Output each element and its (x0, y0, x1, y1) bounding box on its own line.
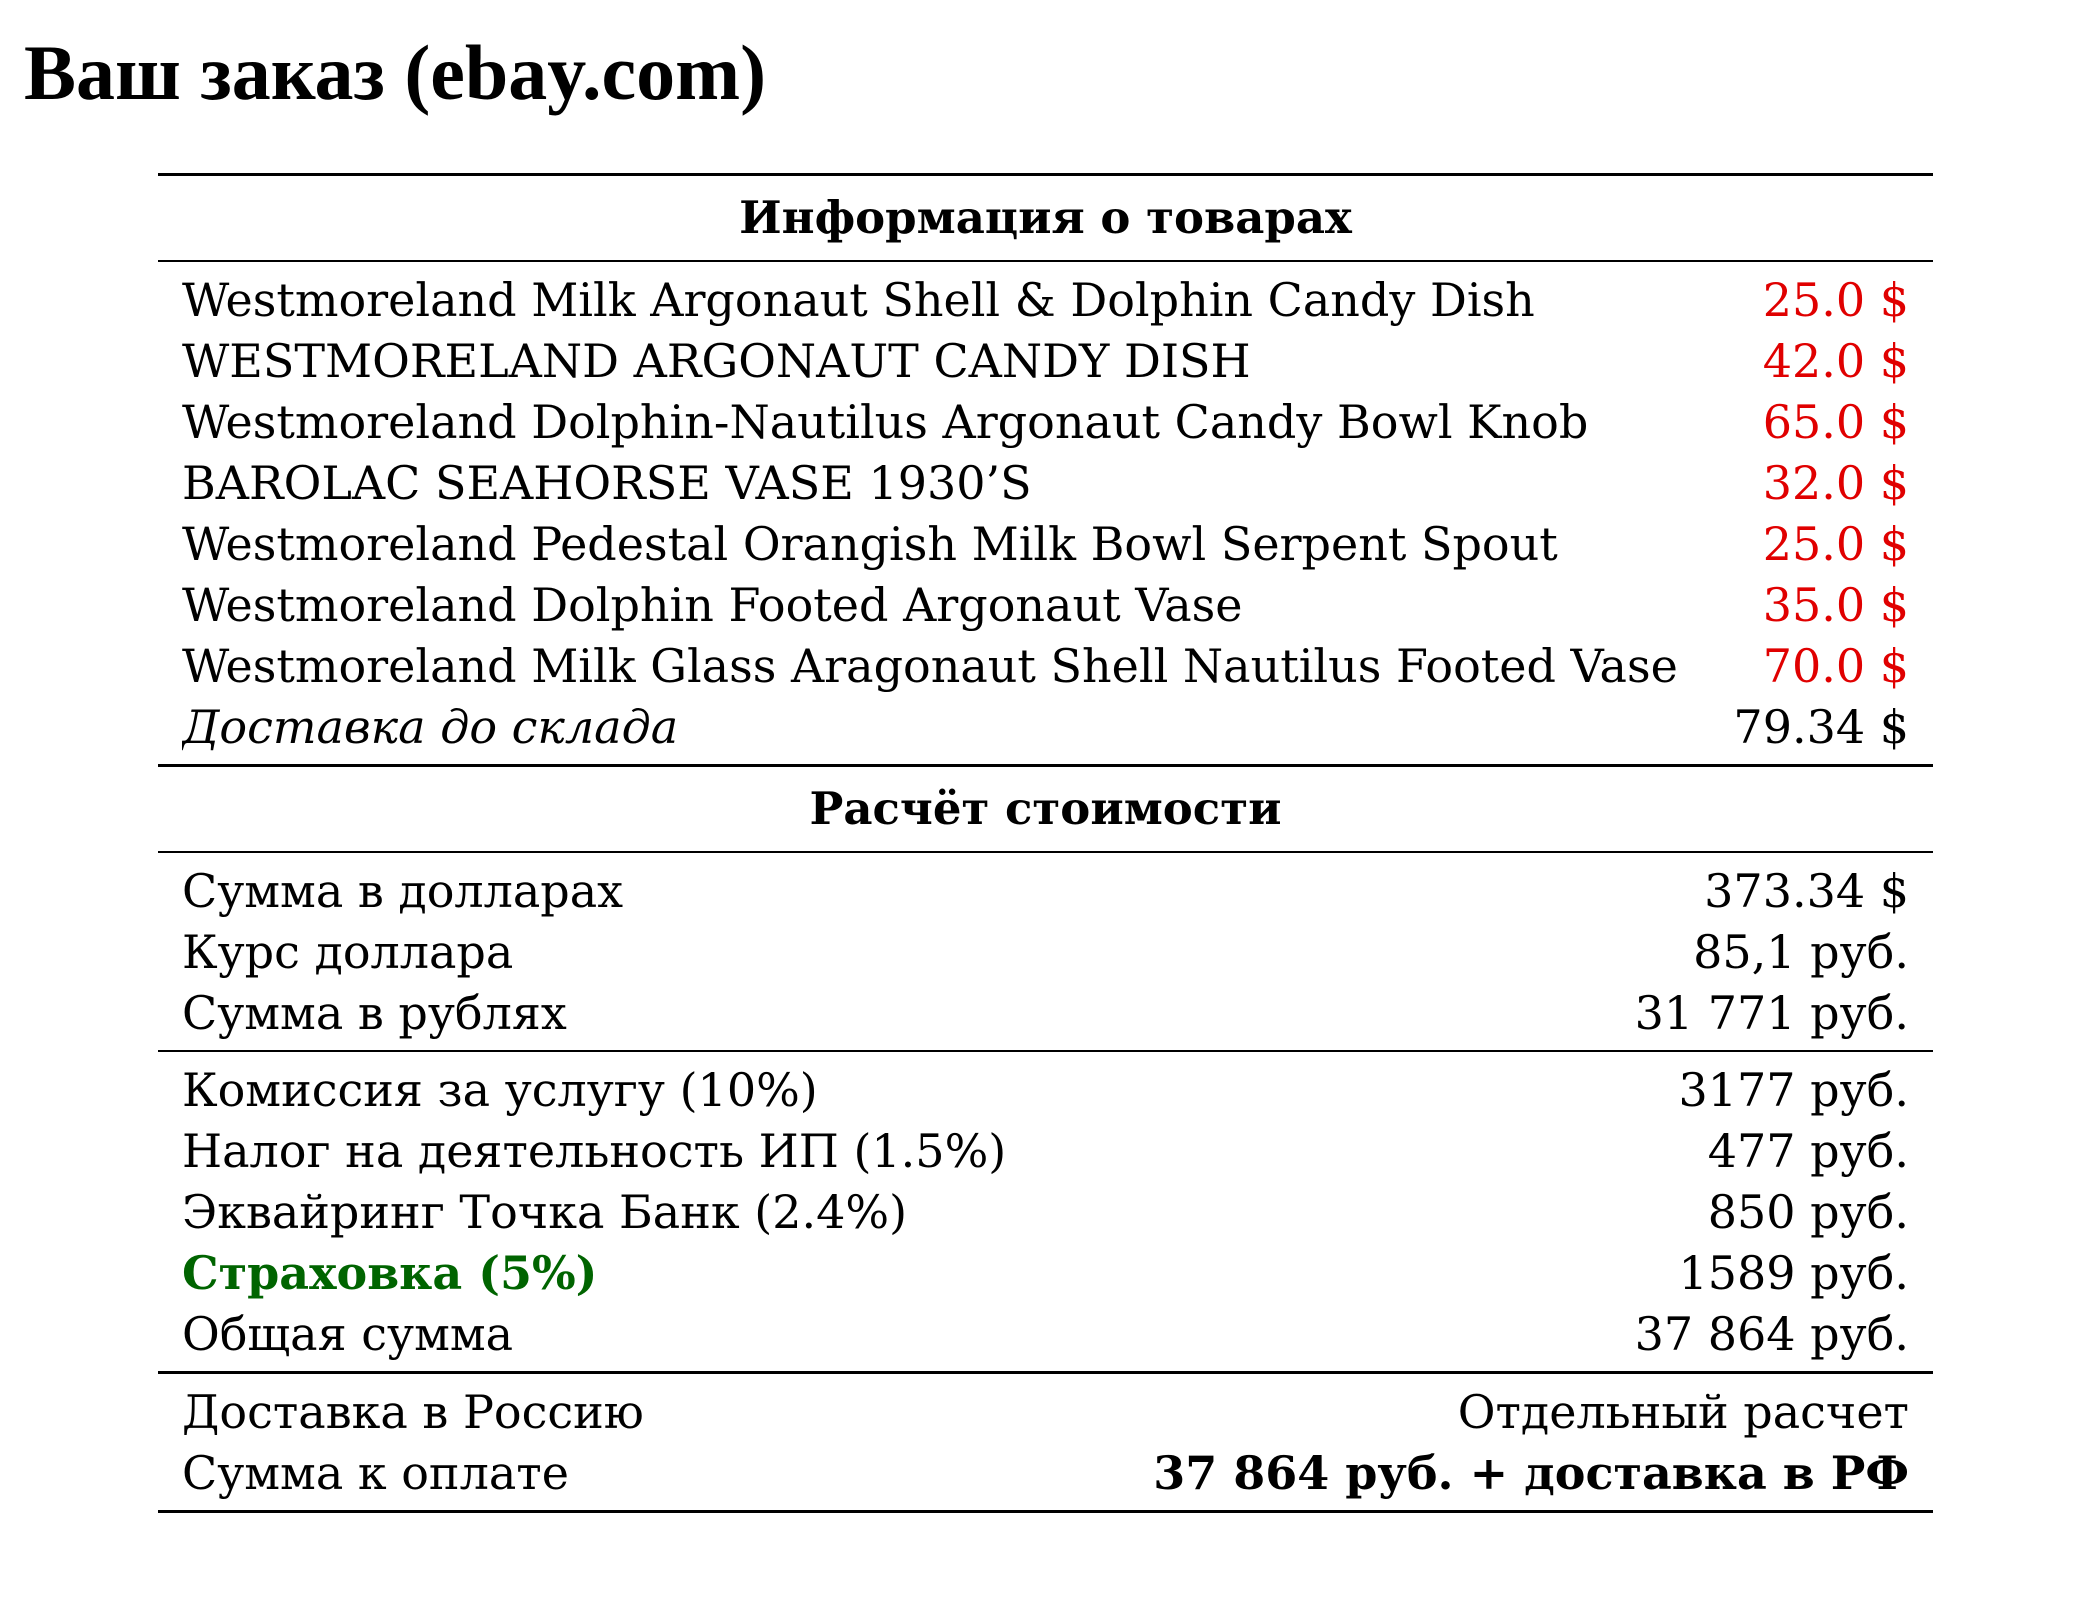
product-row (158, 453, 1933, 514)
amount-due-label: Сумма к оплате (182, 1446, 569, 1500)
product-row (158, 636, 1933, 697)
exchange-rate-value: 85,1 руб. (1693, 925, 1909, 979)
commission-value: 3177 руб. (1678, 1063, 1909, 1117)
product-price: 25.0 $ (1762, 517, 1909, 571)
delivery-russia-row (158, 1382, 1933, 1443)
product-price: 35.0 $ (1762, 578, 1909, 632)
commission-label: Комиссия за услугу (10%) (182, 1063, 818, 1117)
products-heading: Информация о товарах (739, 191, 1352, 244)
product-row (158, 331, 1933, 392)
conversion-list (158, 853, 1933, 1050)
sum-rub-label: Сумма в рублях (182, 986, 567, 1040)
tax-value: 477 руб. (1707, 1124, 1909, 1178)
product-price: 70.0 $ (1762, 639, 1909, 693)
product-name: BAROLAC SEAHORSE VASE 1930’S (182, 456, 1032, 510)
warehouse-shipping-label: Доставка до склада (182, 700, 679, 754)
product-name: Westmoreland Dolphin Footed Argonaut Vase (182, 578, 1243, 632)
sum-rub-row (158, 983, 1933, 1044)
total-label: Общая сумма (182, 1307, 514, 1361)
product-row (158, 575, 1933, 636)
sum-rub-value: 31 771 руб. (1634, 986, 1909, 1040)
product-name: Westmoreland Dolphin-Nautilus Argonaut Candy Bowl Knob (182, 395, 1589, 449)
insurance-row (158, 1243, 1933, 1304)
tax-row (158, 1121, 1933, 1182)
warehouse-shipping-value: 79.34 $ (1733, 700, 1909, 754)
insurance-label: Страховка (5%) (182, 1246, 598, 1300)
order-table (158, 173, 1933, 1513)
products-list (158, 262, 1933, 764)
product-name: Westmoreland Milk Argonaut Shell & Dolphin Candy Dish (182, 273, 1535, 327)
sum-usd-label: Сумма в долларах (182, 864, 624, 918)
amount-due-value: 37 864 руб. + доставка в РФ (1153, 1446, 1909, 1500)
acquiring-value: 850 руб. (1707, 1185, 1909, 1239)
product-name: Westmoreland Milk Glass Aragonaut Shell Nautilus Footed Vase (182, 639, 1678, 693)
bottom-rule (158, 1510, 1933, 1513)
product-price: 42.0 $ (1762, 334, 1909, 388)
acquiring-row (158, 1182, 1933, 1243)
product-price: 65.0 $ (1762, 395, 1909, 449)
product-row (158, 270, 1933, 331)
sum-usd-row (158, 861, 1933, 922)
sum-usd-value: 373.34 $ (1704, 864, 1909, 918)
page-title: Ваш заказ (ebay.com) (24, 29, 767, 116)
warehouse-shipping-row (158, 697, 1933, 758)
total-row (158, 1304, 1933, 1365)
exchange-rate-row (158, 922, 1933, 983)
acquiring-label: Эквайринг Точка Банк (2.4%) (182, 1185, 908, 1239)
cost-heading: Расчёт стоимости (809, 782, 1282, 835)
product-name: WESTMORELAND ARGONAUT CANDY DISH (182, 334, 1251, 388)
tax-label: Налог на деятельность ИП (1.5%) (182, 1124, 1007, 1178)
delivery-russia-value: Отдельный расчет (1457, 1385, 1909, 1439)
fees-list (158, 1052, 1933, 1371)
product-row (158, 514, 1933, 575)
amount-due-row (158, 1443, 1933, 1504)
product-price: 25.0 $ (1762, 273, 1909, 327)
product-name: Westmoreland Pedestal Orangish Milk Bowl Serpent Spout (182, 517, 1558, 571)
final-list (158, 1374, 1933, 1510)
total-value: 37 864 руб. (1634, 1307, 1909, 1361)
insurance-value: 1589 руб. (1678, 1246, 1909, 1300)
product-price: 32.0 $ (1762, 456, 1909, 510)
delivery-russia-label: Доставка в Россию (182, 1385, 644, 1439)
product-row (158, 392, 1933, 453)
commission-row (158, 1060, 1933, 1121)
exchange-rate-label: Курс доллара (182, 925, 514, 979)
